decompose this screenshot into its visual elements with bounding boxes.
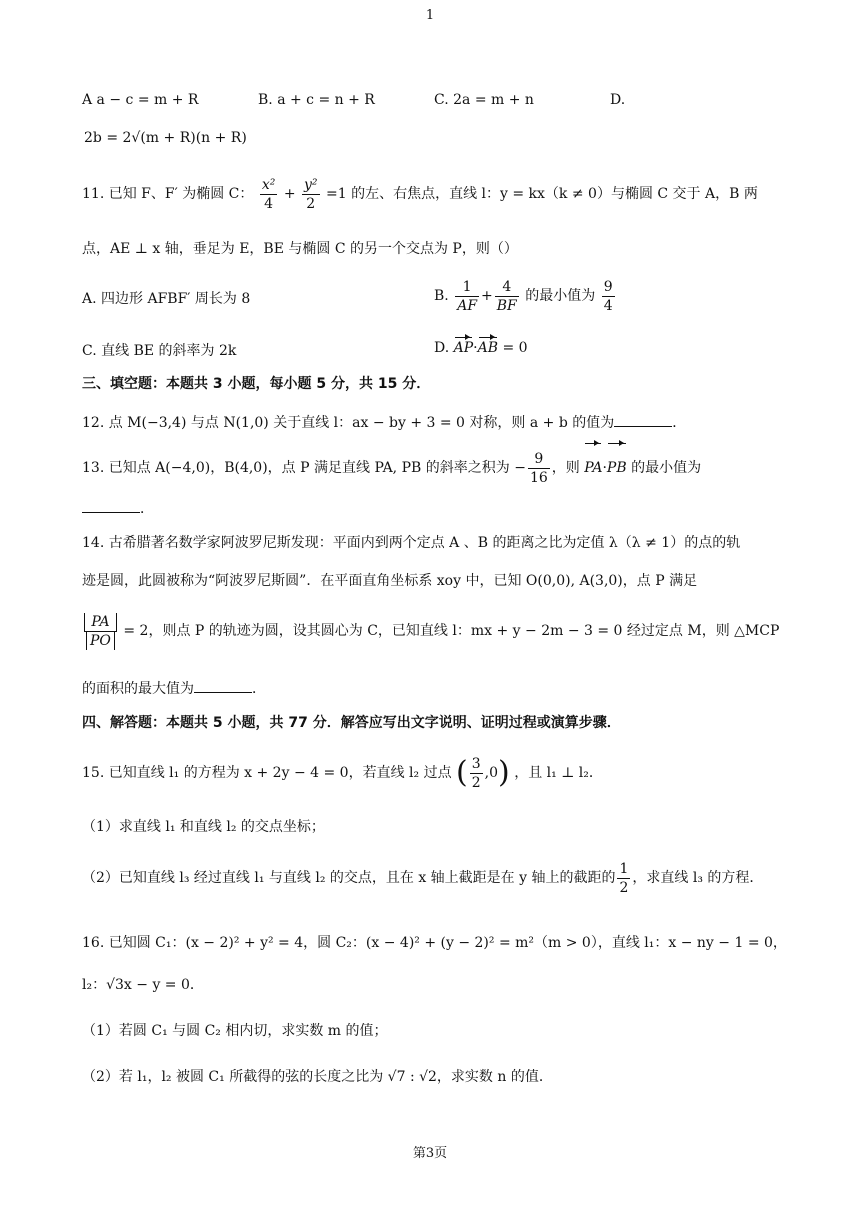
q16-part1: （1）若圆 C₁ 与圆 C₂ 相内切，求实数 m 的值； bbox=[82, 1023, 388, 1039]
q16-part2: （2）若 l₁，l₂ 被圆 C₁ 所截得的弦的长度之比为 √7 : √2，求实数 n 的值． bbox=[82, 1069, 553, 1085]
q11-option-b-frac3 bbox=[602, 278, 615, 315]
q12-line bbox=[82, 412, 686, 432]
q14-text-rest: = 2，则点 P 的轨迹为圆，设其圆心为 C，已知直线 l：mx + y − 2m − 3 = 0 经过定点 M，则 △MCP bbox=[123, 623, 780, 639]
q12-text: 12. 点 M(−3,4) 与点 N(1,0) 关于直线 l：ax − by + 3 = 0 对称，则 a + b 的值为 bbox=[82, 415, 615, 431]
q11-frac1-num: x² bbox=[261, 176, 276, 193]
q13-text-c: 的最小值为 bbox=[631, 460, 702, 476]
q11-frac1-den: 4 bbox=[260, 194, 278, 213]
q11-fraction-y bbox=[302, 176, 320, 213]
q11-text-a: 11. 已知 F、F′ 为椭圆 C： bbox=[82, 186, 254, 202]
q11-option-a: A. 四边形 AFBF′ 周长为 8 bbox=[82, 291, 251, 307]
q14-text-end: 的面积的最大值为 bbox=[82, 681, 194, 697]
page-footer: 第3页 bbox=[412, 1146, 448, 1161]
q15-part2 bbox=[82, 856, 763, 900]
q13-frac-num: 9 bbox=[534, 450, 544, 467]
q15-part2-frac-den: 2 bbox=[619, 879, 629, 896]
q11-option-d: D. AP·AB = 0 bbox=[434, 340, 528, 356]
q11-fraction-x bbox=[260, 176, 278, 213]
q13-line1: 13. 已知点 A(−4,0)，B(4,0)，点 P 满足直线 PA, PB 的斜率之积为 − $\frac{9}{16}$ ，则 PA·PB 的最小值为 bbox=[82, 446, 701, 490]
q13-answer-blank bbox=[82, 500, 140, 513]
q13-fraction bbox=[528, 450, 550, 487]
q11-option-c: C. 直线 BE 的斜率为 2k bbox=[82, 343, 237, 359]
vector-pb: PB bbox=[607, 446, 627, 490]
q11-option-b-frac2 bbox=[495, 278, 519, 315]
q14-answer-blank bbox=[194, 680, 252, 693]
q16-line1: 16. 已知圆 C₁：(x − 2)² + y² = 4，圆 C₂：(x − 4)² + (y − 2)² = m²（m > 0），直线 l₁：x − ny − 1 = 0， bbox=[82, 935, 787, 951]
q11-opt-b-f1-num: 1 bbox=[462, 278, 472, 295]
q14-line3 bbox=[82, 606, 779, 656]
q15-left-paren: ( bbox=[456, 755, 468, 790]
q14-frac-den: PO bbox=[86, 632, 115, 650]
q14-line4 bbox=[82, 678, 266, 698]
q11-option-d-prefix: D. bbox=[434, 340, 450, 356]
q10-option-c: C. 2a = m + n bbox=[434, 92, 534, 108]
q15-part2-frac-num: 1 bbox=[619, 860, 629, 877]
q15-part1: （1）求直线 l₁ 和直线 l₂ 的交点坐标； bbox=[82, 819, 325, 835]
q14-end: ． bbox=[252, 681, 266, 697]
q11-option-b-frac1 bbox=[455, 278, 479, 315]
q11-option-b-prefix: B. bbox=[434, 288, 449, 304]
q13-frac-den: 16 bbox=[529, 469, 548, 486]
q15-text-b: ，且 l₁ ⊥ l₂． bbox=[514, 765, 603, 781]
q11-frac2-num: y² bbox=[304, 176, 318, 193]
section-4-title: 四、解答题：本题共 5 小题，共 77 分．解答应写出文字说明、证明过程或演算步骤． bbox=[82, 715, 621, 731]
page-number-top: 1 bbox=[425, 8, 435, 23]
q13-end: ． bbox=[140, 501, 154, 517]
q11-option-d-suffix: = 0 bbox=[502, 340, 528, 356]
q14-line1: 14. 古希腊著名数学家阿波罗尼斯发现：平面内到两个定点 A 、B 的距离之比为定值 λ（λ ≠ 1）的点的轨 bbox=[82, 535, 741, 551]
q10-option-a: A a − c = m + R bbox=[82, 92, 199, 108]
q15-frac-den: 2 bbox=[471, 774, 481, 791]
q15-fraction bbox=[470, 755, 483, 792]
q13-text-b: ，则 bbox=[551, 460, 580, 476]
q11-opt-b-f3-den: 4 bbox=[603, 297, 613, 314]
q11-frac2-den: 2 bbox=[302, 194, 320, 213]
q15-part2-fraction bbox=[617, 860, 630, 897]
q14-frac-num: PA bbox=[84, 613, 117, 631]
q15-right-paren: ) bbox=[498, 755, 510, 790]
section-3-title: 三、填空题：本题共 3 小题，每小题 5 分，共 15 分． bbox=[82, 376, 431, 392]
q10-option-d: D. bbox=[610, 92, 626, 108]
q14-fraction bbox=[84, 613, 117, 650]
q10-option-b: B. a + c = n + R bbox=[258, 92, 375, 108]
q11-opt-b-f1-den: AF bbox=[457, 297, 478, 314]
q13-line2 bbox=[82, 498, 154, 518]
q15-frac-num: 3 bbox=[471, 755, 481, 772]
q15-part2-b: ，求直线 l₃ 的方程． bbox=[632, 870, 764, 886]
q15-point-tail: ,0 bbox=[484, 765, 499, 781]
q16-line2: l₂：√3x − y = 0． bbox=[82, 977, 204, 993]
q12-end: ． bbox=[672, 415, 687, 431]
q15-line1 bbox=[82, 748, 603, 798]
q15-part2-a: （2）已知直线 l₃ 经过直线 l₁ 与直线 l₂ 的交点，且在 x 轴上截距是在 y 轴上的截距的 bbox=[82, 870, 616, 886]
q15-text-a: 15. 已知直线 l₁ 的方程为 x + 2y − 4 = 0，若直线 l₂ 过点 bbox=[82, 765, 452, 781]
q11-stem-line2: 点，AE ⊥ x 轴，垂足为 E，BE 与椭圆 C 的另一个交点为 P，则（） bbox=[82, 241, 518, 257]
q11-opt-b-f2-num: 4 bbox=[502, 278, 512, 295]
q12-answer-blank bbox=[614, 414, 672, 427]
q13-text-a: 13. 已知点 A(−4,0)，B(4,0)，点 P 满足直线 PA, PB 的斜率之积为 − bbox=[82, 460, 526, 476]
q11-plus: + bbox=[283, 186, 296, 202]
vector-pa: PA bbox=[584, 446, 602, 490]
q11-text-b: =1 的左、右焦点，直线 l：y = kx（k ≠ 0）与椭圆 C 交于 A，B 两 bbox=[325, 186, 758, 202]
q10-option-d-expression: 2b = 2√(m + R)(n + R) bbox=[84, 130, 247, 146]
q14-line2: 迹是圆，此圆被称为“阿波罗尼斯圆”．在平面直角坐标系 xoy 中，已知 O(0,0), A(3,0)，点 P 满足 bbox=[82, 573, 698, 589]
vector-ap: AP bbox=[453, 340, 474, 356]
q11-option-b-mid: 的最小值为 bbox=[525, 288, 596, 304]
q11-opt-b-f3-num: 9 bbox=[603, 278, 613, 295]
vector-ab: AB bbox=[477, 340, 499, 356]
q11-opt-b-f2-den: BF bbox=[496, 297, 517, 314]
q11-option-b: B. $\frac{1}{AF}$ + $\frac{4}{BF}$ 的最小值为 $\frac{9}{4}$ bbox=[434, 278, 613, 314]
q11-stem-line1 bbox=[82, 172, 758, 216]
